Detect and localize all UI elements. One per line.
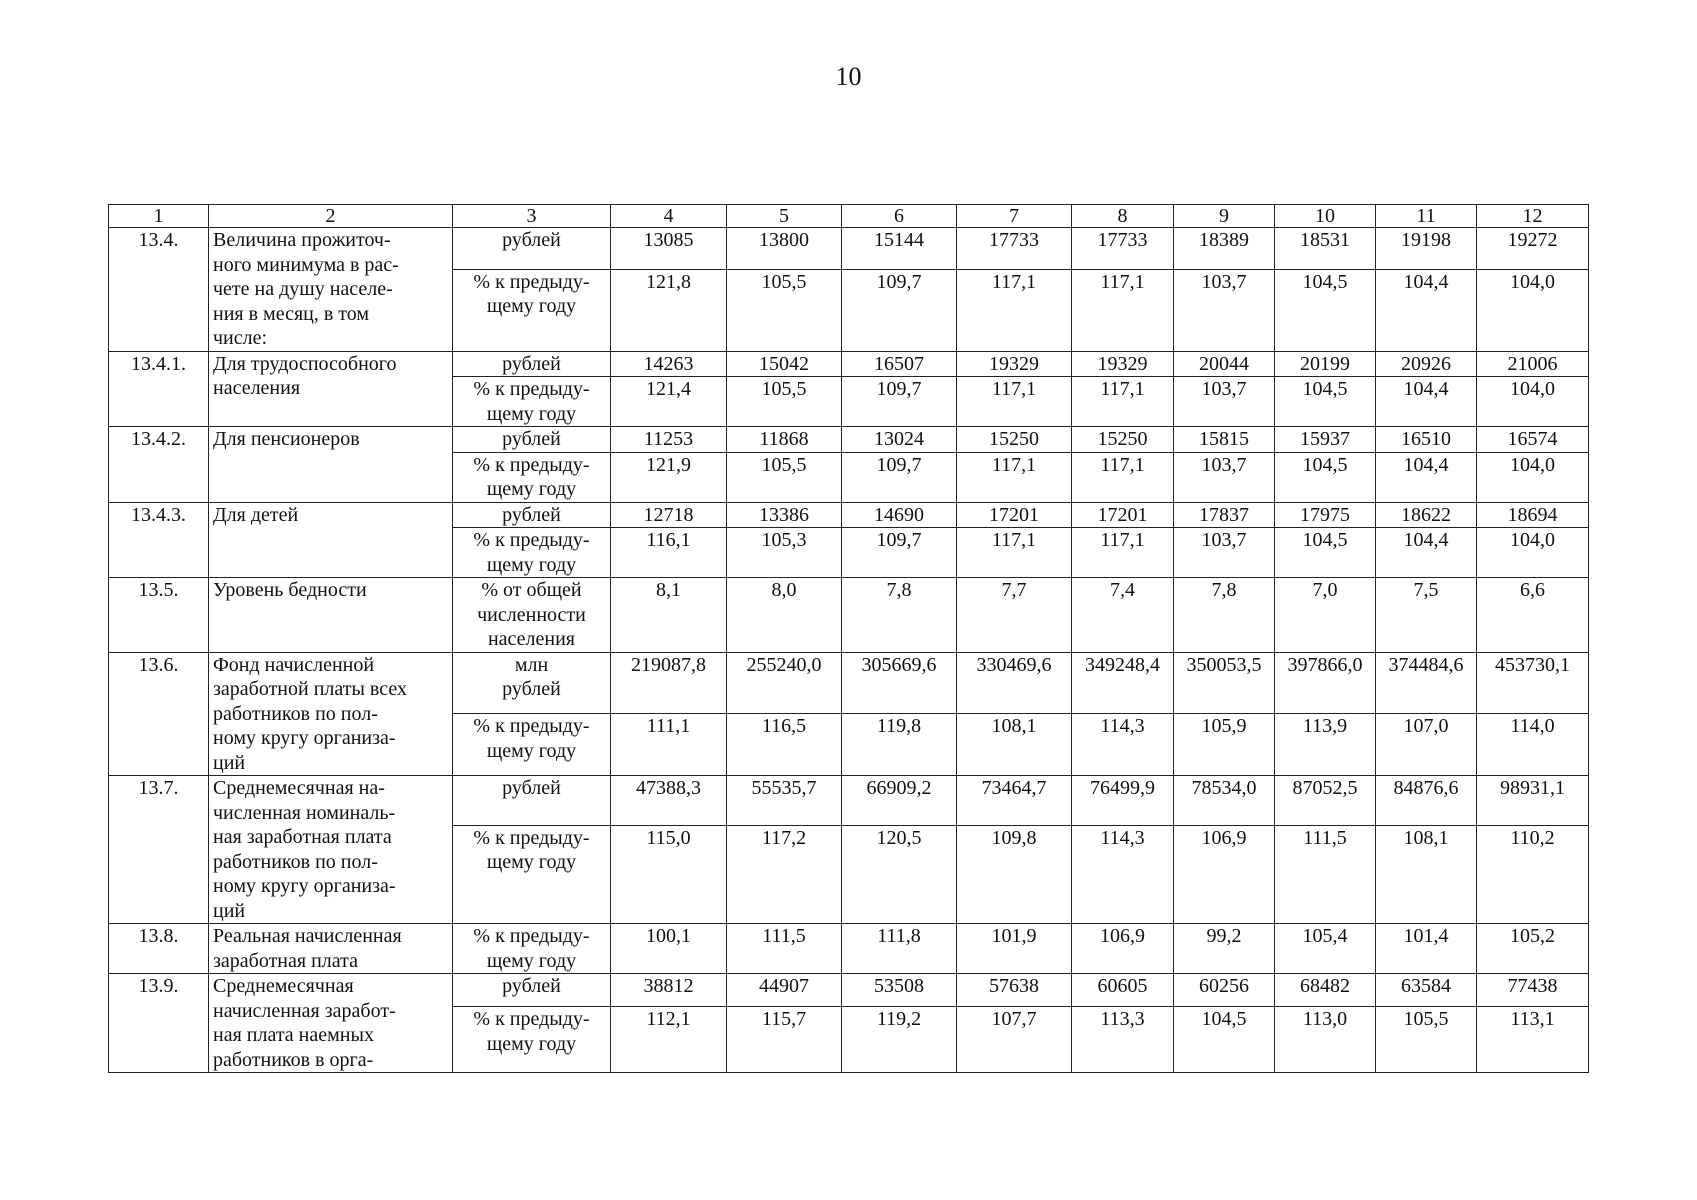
value-cell: 53508 [842, 974, 957, 1007]
value-cell: 11253 [611, 427, 727, 453]
value-cell: 21006 [1477, 351, 1589, 377]
value-cell: 57638 [957, 974, 1072, 1007]
table-row [109, 427, 1589, 453]
value-cell: 76499,9 [1072, 776, 1174, 826]
header-cell: 1 [109, 205, 209, 228]
indicator-name: Для трудоспособного населения [209, 351, 453, 427]
value-cell: 66909,2 [842, 776, 957, 826]
value-cell: 104,5 [1275, 377, 1376, 427]
value-cell: 121,8 [611, 269, 727, 351]
value-cell: 106,9 [1174, 825, 1275, 923]
value-cell: 19198 [1376, 228, 1477, 270]
value-cell: 101,4 [1376, 924, 1477, 974]
value-cell: 13024 [842, 427, 957, 453]
value-cell: 117,2 [727, 825, 842, 923]
value-cell: 47388,3 [611, 776, 727, 826]
indicator-name: Для пенсионеров [209, 427, 453, 503]
value-cell: 17733 [1072, 228, 1174, 270]
value-cell: 255240,0 [727, 652, 842, 714]
table-row [109, 776, 1589, 826]
value-cell: 16510 [1376, 427, 1477, 453]
table-body [109, 205, 1589, 1073]
value-cell: 14263 [611, 351, 727, 377]
table-row [109, 652, 1589, 714]
unit-cell: рублей [453, 776, 611, 826]
value-cell: 219087,8 [611, 652, 727, 714]
value-cell: 68482 [1275, 974, 1376, 1007]
value-cell: 7,5 [1376, 578, 1477, 653]
value-cell: 111,1 [611, 714, 727, 776]
value-cell: 108,1 [957, 714, 1072, 776]
header-cell: 9 [1174, 205, 1275, 228]
value-cell: 18531 [1275, 228, 1376, 270]
row-number: 13.4.3. [109, 502, 209, 578]
unit-cell: рублей [453, 427, 611, 453]
value-cell: 105,5 [727, 269, 842, 351]
value-cell: 15144 [842, 228, 957, 270]
value-cell: 15937 [1275, 427, 1376, 453]
value-cell: 60256 [1174, 974, 1275, 1007]
value-cell: 110,2 [1477, 825, 1589, 923]
header-cell: 11 [1376, 205, 1477, 228]
value-cell: 109,7 [842, 377, 957, 427]
value-cell: 350053,5 [1174, 652, 1275, 714]
value-cell: 103,7 [1174, 377, 1275, 427]
value-cell: 7,0 [1275, 578, 1376, 653]
value-cell: 117,1 [957, 269, 1072, 351]
header-cell: 4 [611, 205, 727, 228]
value-cell: 60605 [1072, 974, 1174, 1007]
value-cell: 104,4 [1376, 269, 1477, 351]
value-cell: 104,4 [1376, 452, 1477, 502]
value-cell: 18622 [1376, 502, 1477, 528]
table-row [109, 924, 1589, 974]
unit-cell: % к предыду- щему году [453, 528, 611, 578]
value-cell: 19329 [957, 351, 1072, 377]
value-cell: 18389 [1174, 228, 1275, 270]
value-cell: 119,8 [842, 714, 957, 776]
unit-cell: рублей [453, 351, 611, 377]
value-cell: 105,2 [1477, 924, 1589, 974]
value-cell: 103,7 [1174, 452, 1275, 502]
value-cell: 8,0 [727, 578, 842, 653]
value-cell: 113,0 [1275, 1007, 1376, 1073]
unit-cell: % к предыду- щему году [453, 825, 611, 923]
value-cell: 20044 [1174, 351, 1275, 377]
unit-cell: млн рублей [453, 652, 611, 714]
value-cell: 100,1 [611, 924, 727, 974]
value-cell: 38812 [611, 974, 727, 1007]
header-cell: 8 [1072, 205, 1174, 228]
value-cell: 116,1 [611, 528, 727, 578]
value-cell: 87052,5 [1275, 776, 1376, 826]
value-cell: 7,8 [1174, 578, 1275, 653]
unit-cell: % к предыду- щему году [453, 1007, 611, 1073]
value-cell: 101,9 [957, 924, 1072, 974]
value-cell: 7,4 [1072, 578, 1174, 653]
value-cell: 105,5 [727, 452, 842, 502]
unit-cell: % от общей численности населения [453, 578, 611, 653]
table-row [109, 578, 1589, 653]
value-cell: 20199 [1275, 351, 1376, 377]
value-cell: 109,7 [842, 528, 957, 578]
value-cell: 78534,0 [1174, 776, 1275, 826]
value-cell: 103,7 [1174, 528, 1275, 578]
value-cell: 16574 [1477, 427, 1589, 453]
value-cell: 114,3 [1072, 714, 1174, 776]
unit-cell: рублей [453, 502, 611, 528]
unit-cell: % к предыду- щему году [453, 452, 611, 502]
value-cell: 109,7 [842, 452, 957, 502]
value-cell: 105,4 [1275, 924, 1376, 974]
value-cell: 98931,1 [1477, 776, 1589, 826]
value-cell: 117,1 [1072, 377, 1174, 427]
unit-cell: рублей [453, 974, 611, 1007]
value-cell: 63584 [1376, 974, 1477, 1007]
value-cell: 113,3 [1072, 1007, 1174, 1073]
value-cell: 19329 [1072, 351, 1174, 377]
unit-cell: рублей [453, 228, 611, 270]
value-cell: 117,1 [957, 452, 1072, 502]
table-row [109, 228, 1589, 270]
indicator-name: Фонд начисленной заработной платы всех работников по пол- ному кругу организа- ций [209, 652, 453, 776]
value-cell: 117,1 [957, 377, 1072, 427]
value-cell: 114,0 [1477, 714, 1589, 776]
row-number: 13.7. [109, 776, 209, 924]
row-number: 13.6. [109, 652, 209, 776]
value-cell: 113,9 [1275, 714, 1376, 776]
value-cell: 15042 [727, 351, 842, 377]
value-cell: 108,1 [1376, 825, 1477, 923]
row-number: 13.4.1. [109, 351, 209, 427]
value-cell: 73464,7 [957, 776, 1072, 826]
value-cell: 113,1 [1477, 1007, 1589, 1073]
value-cell: 16507 [842, 351, 957, 377]
value-cell: 17201 [957, 502, 1072, 528]
indicator-name: Уровень бедности [209, 578, 453, 653]
value-cell: 117,1 [1072, 528, 1174, 578]
value-cell: 111,5 [727, 924, 842, 974]
header-cell: 3 [453, 205, 611, 228]
value-cell: 7,8 [842, 578, 957, 653]
unit-cell: % к предыду- щему году [453, 269, 611, 351]
header-cell: 2 [209, 205, 453, 228]
header-cell: 10 [1275, 205, 1376, 228]
value-cell: 116,5 [727, 714, 842, 776]
value-cell: 105,5 [1376, 1007, 1477, 1073]
value-cell: 104,5 [1275, 528, 1376, 578]
row-number: 13.5. [109, 578, 209, 653]
value-cell: 119,2 [842, 1007, 957, 1073]
value-cell: 104,4 [1376, 528, 1477, 578]
value-cell: 112,1 [611, 1007, 727, 1073]
value-cell: 121,4 [611, 377, 727, 427]
table-row [109, 351, 1589, 377]
value-cell: 11868 [727, 427, 842, 453]
value-cell: 104,5 [1275, 269, 1376, 351]
value-cell: 17975 [1275, 502, 1376, 528]
header-row [109, 205, 1589, 228]
value-cell: 105,5 [727, 377, 842, 427]
value-cell: 105,9 [1174, 714, 1275, 776]
value-cell: 15815 [1174, 427, 1275, 453]
value-cell: 8,1 [611, 578, 727, 653]
value-cell: 374484,6 [1376, 652, 1477, 714]
value-cell: 17733 [957, 228, 1072, 270]
value-cell: 103,7 [1174, 269, 1275, 351]
value-cell: 20926 [1376, 351, 1477, 377]
value-cell: 12718 [611, 502, 727, 528]
value-cell: 18694 [1477, 502, 1589, 528]
value-cell: 115,7 [727, 1007, 842, 1073]
value-cell: 114,3 [1072, 825, 1174, 923]
value-cell: 120,5 [842, 825, 957, 923]
value-cell: 106,9 [1072, 924, 1174, 974]
value-cell: 305669,6 [842, 652, 957, 714]
indicator-name: Среднемесячная начисленная заработ- ная плата наемных работников в орга- [209, 974, 453, 1073]
value-cell: 19272 [1477, 228, 1589, 270]
value-cell: 397866,0 [1275, 652, 1376, 714]
value-cell: 55535,7 [727, 776, 842, 826]
data-table [108, 204, 1589, 1073]
unit-cell: % к предыду- щему году [453, 924, 611, 974]
value-cell: 330469,6 [957, 652, 1072, 714]
value-cell: 99,2 [1174, 924, 1275, 974]
value-cell: 104,0 [1477, 269, 1589, 351]
value-cell: 105,3 [727, 528, 842, 578]
value-cell: 13800 [727, 228, 842, 270]
indicator-name: Среднемесячная на- численная номиналь- ная заработная плата работников по пол- ному кругу организа- ций [209, 776, 453, 924]
unit-cell: % к предыду- щему году [453, 377, 611, 427]
row-number: 13.8. [109, 924, 209, 974]
value-cell: 104,0 [1477, 528, 1589, 578]
value-cell: 17201 [1072, 502, 1174, 528]
value-cell: 104,5 [1275, 452, 1376, 502]
value-cell: 13085 [611, 228, 727, 270]
value-cell: 84876,6 [1376, 776, 1477, 826]
value-cell: 104,4 [1376, 377, 1477, 427]
page-number: 10 [835, 62, 862, 91]
indicator-name: Для детей [209, 502, 453, 578]
value-cell: 121,9 [611, 452, 727, 502]
value-cell: 15250 [1072, 427, 1174, 453]
value-cell: 117,1 [957, 528, 1072, 578]
value-cell: 109,8 [957, 825, 1072, 923]
header-cell: 12 [1477, 205, 1589, 228]
value-cell: 453730,1 [1477, 652, 1589, 714]
value-cell: 104,5 [1174, 1007, 1275, 1073]
table-row [109, 974, 1589, 1007]
row-number: 13.4. [109, 228, 209, 352]
value-cell: 6,6 [1477, 578, 1589, 653]
header-cell: 6 [842, 205, 957, 228]
row-number: 13.9. [109, 974, 209, 1073]
value-cell: 117,1 [1072, 269, 1174, 351]
indicator-name: Величина прожиточ- ного минимума в рас- чете на душу населе- ния в месяц, в том числе: [209, 228, 453, 352]
value-cell: 77438 [1477, 974, 1589, 1007]
row-number: 13.4.2. [109, 427, 209, 503]
value-cell: 115,0 [611, 825, 727, 923]
value-cell: 111,8 [842, 924, 957, 974]
value-cell: 104,0 [1477, 377, 1589, 427]
value-cell: 109,7 [842, 269, 957, 351]
header-cell: 5 [727, 205, 842, 228]
indicator-name: Реальная начисленная заработная плата [209, 924, 453, 974]
value-cell: 117,1 [1072, 452, 1174, 502]
value-cell: 14690 [842, 502, 957, 528]
table-row [109, 502, 1589, 528]
value-cell: 107,7 [957, 1007, 1072, 1073]
value-cell: 17837 [1174, 502, 1275, 528]
value-cell: 107,0 [1376, 714, 1477, 776]
value-cell: 44907 [727, 974, 842, 1007]
header-cell: 7 [957, 205, 1072, 228]
value-cell: 13386 [727, 502, 842, 528]
value-cell: 7,7 [957, 578, 1072, 653]
value-cell: 104,0 [1477, 452, 1589, 502]
value-cell: 15250 [957, 427, 1072, 453]
value-cell: 349248,4 [1072, 652, 1174, 714]
value-cell: 111,5 [1275, 825, 1376, 923]
unit-cell: % к предыду- щему году [453, 714, 611, 776]
